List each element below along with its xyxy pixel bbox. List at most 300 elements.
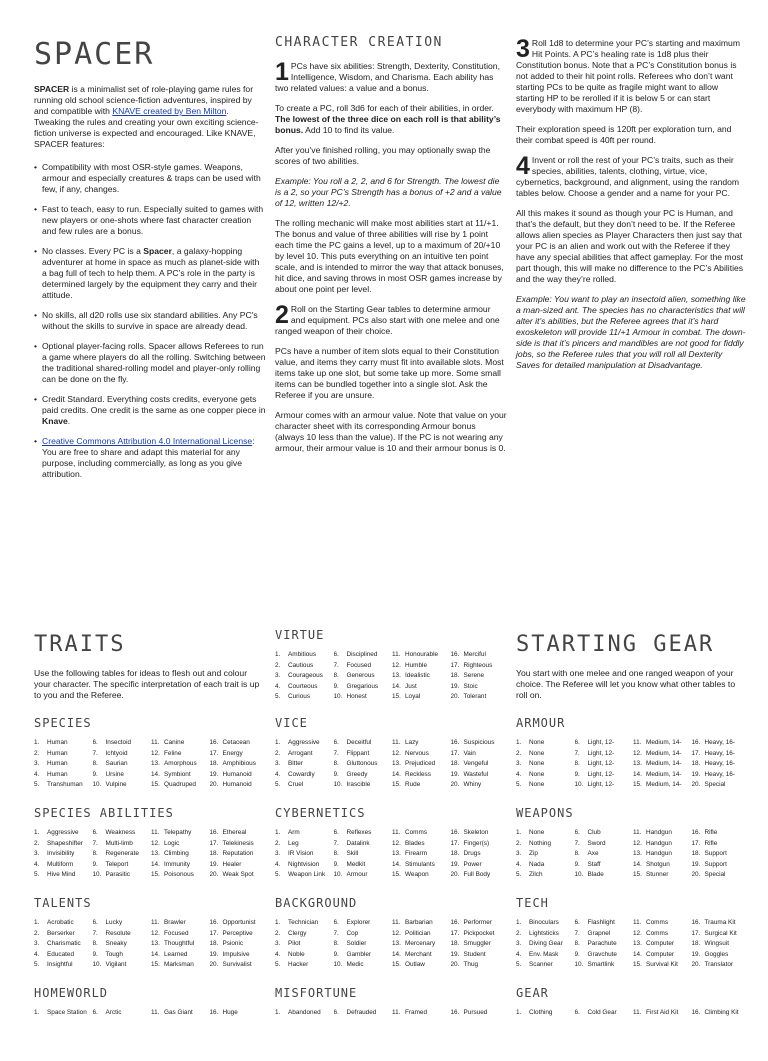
table-entry: 13. Thoughtful [151,940,195,947]
table-entry: 6. Cold Gear [574,1009,617,1016]
table-entry: 1. Human [34,739,68,746]
table-entry: 6. Defrauded [333,1009,377,1016]
table-entry: 12. Blades [392,839,425,847]
table-heading: GEAR [516,986,549,1000]
table-entry: 5. Weapon Link [275,871,326,878]
table-entry: 11. Brawler [151,919,186,926]
paragraph: Armour comes with an armour value. Note that value on your character sheet with its corresponding Armour bonus (always 10 less than the value). If the PC is not wearing any armour, their armour value is 10 and their armour bonus is 0. [275,410,507,453]
traits-section [34,634,266,710]
table-entry [210,1040,267,1051]
table-entry: 8. Sneaky [92,940,127,947]
species-abilities-table [34,806,266,881]
table-grid [34,828,266,881]
table-entry: 2. Shapeshifter [34,839,83,847]
table-entry: 15. Medium, 14- [633,781,682,788]
table-heading: HOMEWORLD [34,986,109,1000]
table-heading: CYBERNETICS [275,806,366,820]
table-entry [633,1040,690,1051]
table-entry: 11. Lazy [392,739,419,746]
table-entry: 18. Smuggler [450,940,491,947]
knave-link[interactable]: KNAVE created by Ben Milton [112,106,227,116]
table-entry: 4. Nightvision [275,860,320,868]
table-entry: 18. Wingsuit [691,940,730,947]
table-entry: 1. Clothing [516,1009,553,1016]
table-entry: 18. Heavy, 16- [691,760,735,767]
table-entry: 7. Grapnel [574,929,611,937]
table-entry [451,1050,508,1061]
table-heading: BACKGROUND [275,896,358,910]
step-1: 1 PCs have six abilities: Strength, Dexterity, Constitution, Intelligence, Wisdom, and Charisma. Each ability has two related values: a value and a bonus. [275,58,500,93]
table-entry: 5. Zilch [516,871,543,878]
table-entry: 1. None [516,739,545,746]
table-entry: 20. Special [691,871,726,878]
table-entry: 15. Outlaw [392,961,425,968]
table-entry: 2. Lightsticks [516,929,559,937]
starting-gear-text: You start with one melee and one ranged weapon of your choice. The Referee will let you know what other tables to roll on. [516,668,736,700]
table-entry: 2. Berserker [34,929,75,937]
table-entry: 14. Computer [633,950,675,958]
spacer-section [34,37,266,489]
background-table [275,896,507,971]
table-entry [392,1050,449,1061]
table-entry: 7. Multi-limb [92,839,133,847]
table-heading: TALENTS [34,896,92,910]
table-entry: 19. Power [450,860,482,868]
paragraph: All this makes it sound as though your PC is Human, and that’s the default, but they don’t need to be. If the Referee allows alien species as Player Characters then just say that your PC is an alien and work out with the Referee if they have any special abilities that affect gameplay. For the most part though, this will make no difference to the PC’s Abilities and the way they’re rolled. [516,208,744,284]
table-entry: 11. Honourable [392,651,439,658]
table-entry [516,1040,573,1051]
table-entry: 3. Bitter [275,760,303,767]
hit-points-section [516,35,748,380]
table-entry: 3. Human [34,760,68,767]
table-entry [633,1050,690,1061]
table-entry: 2. Cautious [275,661,314,669]
table-entry: 3. Courageous [275,672,323,679]
table-entry: 11. Gas Giant [151,1009,193,1016]
table-entry [451,1040,508,1051]
table-entry: 9. Gambler [333,950,372,958]
table-entry: 5. Cruel [275,781,304,788]
step-3: 3 Roll 1d8 to determine your PC’s starting and maximum Hit Points. A PC’s healing rate is 1d8 plus their Constitution bonus. Note that a PC’s Constitution bonus is not added to their hit point rolls. Referees who don’t want starting PCs to be quite as fragile might want to allow starting HP to be rerolled if it is below 5 or can start everybody with maximum HP (8). [516,35,740,114]
table-entry: 12. Feline [151,749,182,757]
table-entry: 1. Ambitious [275,651,317,658]
table-entry: 18. Serene [450,672,485,679]
feature-item: • Optional player-facing rolls. Spacer allows Referees to run a game where players do all the rolling. Switching between the traditional shared-rolling model and player-only rolling can be done on the fly. [34,341,266,385]
table-grid [275,918,507,971]
table-entry: 6. Explorer [333,919,371,926]
table-entry: 20. Full Body [450,871,491,878]
table-entry: 15. Weapon [392,871,429,878]
table-entry [93,1040,150,1051]
example-paragraph: Example: You want to play an insectoid alien, something like a man-sized ant. The species has no characteristics that will alter it’s abilities, but the Referee agrees that it’s hard exoskeleton will provide 11/+1 Armour in combat. The down-side is that it’s pincers and mandibles are not good for fiddly jobs, so the Referee rules that you will roll all Dexterity Saves for detailed manipulation at Disadvantage. [516,294,746,370]
table-entry: 16. Performer [450,919,492,926]
table-entry: 15. Loyal [392,693,421,700]
table-entry: 11. Medium, 14- [633,739,682,746]
feature-item: • No skills, all d20 rolls use six standard abilities. Any PC’s without the skills to survive in space are already dead. [34,310,266,332]
table-entry: 16. Heavy, 16- [691,739,735,746]
table-entry: 10. Vulpine [92,781,127,788]
table-entry: 14. Just [392,682,417,690]
table-entry: 2. Clergy [275,929,307,937]
table-entry: 11. First Aid Kit [633,1009,679,1016]
table-entry: 8. Generous [333,672,375,679]
table-entry: 17. Surgical Kit [691,929,737,937]
table-entry: 15. Survival Kit [633,961,678,968]
table-entry: 20. Thug [450,961,479,968]
spacer-title: SPACER [34,37,155,72]
table-entry: 14. Merchant [392,950,432,958]
table-entry: 12. Focused [151,929,189,937]
table-entry: 10. Armour [333,871,368,878]
paragraph: To create a PC, roll 3d6 for each of their abilities, in order. The lowest of the three dice on each roll is that ability’s bonus. Add 10 to find its value. [275,103,501,135]
table-entry: 15. Rude [392,781,421,788]
table-entry: 20. Survivalist [209,961,252,968]
table-entry: 7. Focused [333,661,372,669]
table-entry: 4. Multiform [34,860,74,868]
table-entry: 17. Finger(s) [450,839,490,847]
table-entry [692,1050,749,1061]
table-entry: 1. None [516,829,545,836]
table-entry: 6. Lucky [92,919,123,926]
table-entry: 3. Charismatic [34,940,81,947]
table-entry: 19. Impulsive [209,950,250,958]
table-entry: 12. Nervous [392,749,429,757]
table-entry: 8. Light, 12- [574,760,615,767]
table-entry: 13. Handgun [633,850,672,857]
table-entry: 2. Leg [275,839,299,847]
table-entry: 11. Handgun [633,829,672,836]
table-entry: 7. Ichtyoid [92,749,128,757]
table-entry: 17. Righteous [450,661,493,669]
table-entry: 6. Arctic [92,1009,122,1016]
table-entry: 11. Comms [633,919,669,926]
table-heading: ARMOUR [516,716,566,730]
table-entry: 3. Diving Gear [516,940,563,947]
table-entry: 8. Gluttonous [333,760,378,767]
table-entry: 20. Tolerant [450,693,487,700]
table-entry: 19. Heavy, 16- [691,770,735,778]
table-entry [392,1029,449,1040]
table-entry [334,1050,391,1061]
table-entry: 9. Staff [574,860,601,868]
table-entry: 14. Learned [151,950,188,958]
table-entry: 14. Symbiont [151,770,191,778]
table-entry [275,1029,332,1040]
table-entry: 7. Resolute [92,929,131,937]
table-entry: 17. Telekinesis [209,839,254,847]
table-entry: 4. None [516,770,545,778]
table-entry: 18. Amphibious [209,760,256,767]
table-entry: 12. Logic [151,839,180,847]
table-entry: 12. Humble [392,661,428,669]
table-entry: 3. IR Vision [275,850,314,857]
table-entry: 1. Technician [275,919,319,926]
table-entry: 13. Climbing [151,850,189,857]
table-entry: 13. Firearm [392,850,428,857]
vice-table [275,716,507,791]
table-entry: 19. Support [691,860,727,868]
table-entry [575,1050,632,1061]
table-entry: 9. Teleport [92,860,129,868]
table-entry: 15. Marksman [151,961,194,968]
virtue-table [275,628,507,703]
table-entry: 7. Sword [574,839,606,847]
table-entry: 20. Special [691,781,726,788]
table-entry: 3. Zip [516,850,538,857]
table-entry: 9. Gregarious [333,682,379,690]
table-entry: 11. Barbarian [392,919,433,926]
paragraph: The rolling mechanic will make most abilities start at 11/+1. The bonus and value of three abilities will rise by 1 point each time the PC gains a level, up to a maximum of 20/+10 by level 10. This puts everything on an intuitive ten point scale, and is intended to mirror the way that attack bonuses, hit dice, and saving throws in most OSR games increase by about one point per level. [275,218,504,294]
table-entry: 6. Reflexes [333,829,372,836]
table-entry: 19. Healer [209,860,242,868]
traits-title: TRAITS [34,632,126,657]
table-entry: 16. Opportunist [209,919,256,926]
table-entry: 11. Framed [392,1009,428,1016]
table-entry: 1. Aggressive [34,829,79,836]
table-entry: 18. Psionic [209,940,244,947]
table-entry: 14. Immunity [151,860,190,868]
table-entry: 18. Support [691,850,727,857]
table-entry: 13. Amorphous [151,760,197,767]
table-entry: 1. Aggressive [275,739,320,746]
step-number: 4 [516,152,530,180]
table-entry [151,1029,208,1040]
table-entry [516,1029,573,1040]
table-entry: 1. Space Station [34,1009,87,1016]
table-entry: 13. Computer [633,940,675,947]
step-number: 2 [275,301,289,329]
table-entry [151,1050,208,1061]
table-heading: MISFORTUNE [275,986,358,1000]
table-entry: 14. Shotgun [633,860,670,868]
table-entry: 2. None [516,749,545,757]
table-entry: 6. Deceitful [333,739,372,746]
table-entry: 8. Regenerate [92,850,139,857]
step-4: 4 Invent or roll the rest of your PC’s traits, such as their species, abilities, talents, clothing, virtue, vice, cybernetics, background, and alignment, using the random tables below. Choose a gender and a name for your PC. [516,152,740,198]
table-entry: 5. Hacker [275,961,309,968]
table-entry [692,1029,749,1040]
table-entry: 15. Poisonous [151,871,194,878]
table-grid [516,1008,748,1061]
feature-item: • No classes. Every PC is a Spacer, a galaxy-hopping adventurer at home in space as much as planet-side with a bag full of tech to help them. A PC’s role in the party is determined largely by the equipment they carry and their attitude. [34,246,266,301]
table-entry [34,1029,91,1040]
table-entry: 14. Medium, 14- [633,770,682,778]
table-entry [575,1029,632,1040]
table-entry: 4. Human [34,770,68,778]
table-entry: 13. Mercenary [392,940,436,947]
table-entry: 15. Quadruped [151,781,196,788]
table-entry: 2. Nothing [516,839,552,847]
table-entry: 8. Skill [333,850,359,857]
table-entry [451,1029,508,1040]
table-entry: 20. Whiny [450,781,482,788]
table-grid [34,1008,266,1061]
table-entry: 12. Comms [633,929,669,937]
spacer-intro: SPACER is a minimalist set of role-playing game rules for running old school science-fiction adventures, inspired by and compatible with KNAVE created by Ben Milton. Tweaking the rules and creating your own exciting science-fiction universe is expected and encouraged. Like KNAVE, SPACER features: [34,84,259,149]
table-entry: 4. Noble [275,950,305,958]
table-entry: 7. Light, 12- [574,749,615,757]
table-entry: 14. Reckless [392,770,431,778]
table-grid [516,828,748,881]
table-entry: 16. Ethereal [209,829,247,836]
table-entry: 9. Ursine [92,770,124,778]
table-entry: 1. Abandoned [275,1009,321,1016]
table-entry: 18. Reputation [209,850,254,857]
table-entry: 19. Wasteful [450,770,489,778]
table-entry: 6. Disciplined [333,651,378,658]
table-entry: 3. Invisibility [34,850,75,857]
table-entry: 16. Trauma Kit [691,919,736,926]
table-heading: WEAPONS [516,806,574,820]
table-entry [516,1050,573,1061]
starting-gear-section [516,634,748,710]
table-entry [334,1029,391,1040]
table-entry: 4. Courteous [275,682,318,690]
table-entry: 6. Weakness [92,829,136,836]
table-entry: 16. Huge [209,1009,238,1016]
paragraph: PCs have a number of item slots equal to their Constitution value, and items they carry must fit into available slots. Most items take up one slot, but some take up more. Some small items can be bundled together into a single slot. Ask the Referee if you are unsure. [275,346,504,400]
table-entry: 4. Educated [34,950,75,958]
table-entry [93,1029,150,1040]
table-entry: 4. Cowardly [275,770,315,778]
armour-table [516,716,748,791]
table-entry: 16. Pursued [450,1009,488,1016]
misfortune-table [275,986,507,1061]
character-creation-title: CHARACTER CREATION [275,35,443,50]
table-heading: VIRTUE [275,628,325,642]
feature-item: • Fast to teach, easy to run. Especially suited to games with new players or one-shots where fast character creation and few rules are a bonus. [34,204,266,237]
table-entry [210,1050,267,1061]
table-entry: 9. Light, 12- [574,770,615,778]
table-entry: 12. Handgun [633,839,672,847]
table-entry: 10. Smartlink [574,961,615,968]
table-entry: 20. Translator [691,961,734,968]
table-entry: 19. Student [450,950,486,958]
table-entry [34,1050,91,1061]
table-entry [34,1040,91,1051]
table-entry: 19. Goggles [691,950,729,958]
table-grid [275,1008,507,1061]
table-entry: 20. Humanoid [209,781,252,788]
table-entry [633,1029,690,1040]
license-link[interactable]: Creative Commons Attribution 4.0 International License [42,436,253,446]
table-grid [275,828,507,881]
table-entry: 4. Env. Mask [516,950,559,958]
talents-table [34,896,266,971]
table-entry: 17. Heavy, 16- [691,749,735,757]
table-grid [516,918,748,971]
feature-item: • Creative Commons Attribution 4.0 International License: You are free to share and adapt this material for any purpose, including commercially, as long as you give attribution. [34,436,266,480]
table-entry: 17. Perceptive [209,929,253,937]
table-entry: 16. Skeleton [450,829,489,836]
table-entry [93,1050,150,1061]
table-entry: 9. Tough [92,950,123,958]
table-heading: TECH [516,896,549,910]
table-entry: 8. Saurian [92,760,128,767]
table-heading: SPECIES ABILITIES [34,806,174,820]
table-entry: 11. Canine [151,739,185,746]
table-entry: 16. Rifle [691,829,718,836]
table-entry: 5. None [516,781,545,788]
table-entry: 13. Medium, 14- [633,760,682,767]
table-entry: 8. Soldier [333,940,367,947]
feature-item: • Credit Standard. Everything costs credits, everyone gets paid credits. One credit is the same as one copper piece in Knave. [34,394,266,427]
table-entry: 20. Weak Spot [209,871,254,878]
table-entry: 8. Parachute [574,940,617,947]
gear-table [516,986,748,1061]
table-entry: 3. None [516,760,545,767]
table-entry: 7. Datalink [333,839,370,847]
table-entry: 9. Greedy [333,770,368,778]
table-entry: 6. Flashlight [574,919,615,926]
table-entry: 18. Vengeful [450,760,489,767]
table-entry [692,1040,749,1051]
table-entry: 14. Stimulants [392,860,435,868]
table-entry: 7. Cop [333,929,359,937]
table-entry: 8. Axe [574,850,599,857]
table-entry: 12. Medium, 14- [633,749,682,757]
table-entry: 7. Flippant [333,749,370,757]
step-number: 3 [516,35,530,63]
table-grid [275,738,507,791]
table-grid [34,738,266,791]
tech-table [516,896,748,971]
step-number: 1 [275,58,289,86]
table-entry [334,1040,391,1051]
table-entry: 9. Medkit [333,860,366,868]
table-entry: 11. Telepathy [151,829,192,836]
table-entry [392,1040,449,1051]
feature-list [34,162,266,480]
character-creation-section [275,36,507,463]
table-entry: 16. Cetacean [209,739,250,746]
table-entry: 19. Humanoid [209,770,252,778]
table-entry: 17. Rifle [691,839,718,847]
table-entry: 2. Arrogant [275,749,313,757]
table-entry: 5. Insightful [34,961,73,968]
table-entry: 12. Politician [392,929,431,937]
table-entry [275,1050,332,1061]
table-entry: 5. Curious [275,693,311,700]
table-entry: 5. Transhuman [34,781,83,788]
table-entry: 3. Pilot [275,940,301,947]
traits-text: Use the following tables for ideas to flesh out and colour your character. The specific interpretation of each trait is up to you and the Referee. [34,668,260,700]
table-entry: 1. Acrobatic [34,919,74,926]
table-entry: 13. Prejudiced [392,760,436,767]
table-entry: 18. Drugs [450,850,481,857]
starting-gear-title: STARTING GEAR [516,632,715,657]
table-entry: 1. Binoculars [516,919,559,926]
table-entry [275,1040,332,1051]
table-entry: 1. Arm [275,829,300,836]
table-entry: 13. Idealistic [392,672,430,679]
table-entry: 6. Insectoid [92,739,132,746]
paragraph: After you’ve finished rolling, you may optionally swap the scores of two abilities. [275,145,491,166]
table-grid [34,918,266,971]
table-entry: 10. Irascible [333,781,371,788]
table-entry: 10. Vigilant [92,961,127,968]
table-entry: 10. Light, 12- [574,781,615,788]
table-entry: 17. Pickpocket [450,929,495,937]
table-entry: 16. Suspicious [450,739,495,746]
table-entry: 2. Human [34,749,68,757]
table-entry [575,1040,632,1051]
table-grid [275,650,507,703]
table-entry: 5. Scanner [516,961,553,968]
cybernetics-table [275,806,507,881]
homeworld-table [34,986,266,1061]
table-entry: 15. Stunner [633,871,669,878]
